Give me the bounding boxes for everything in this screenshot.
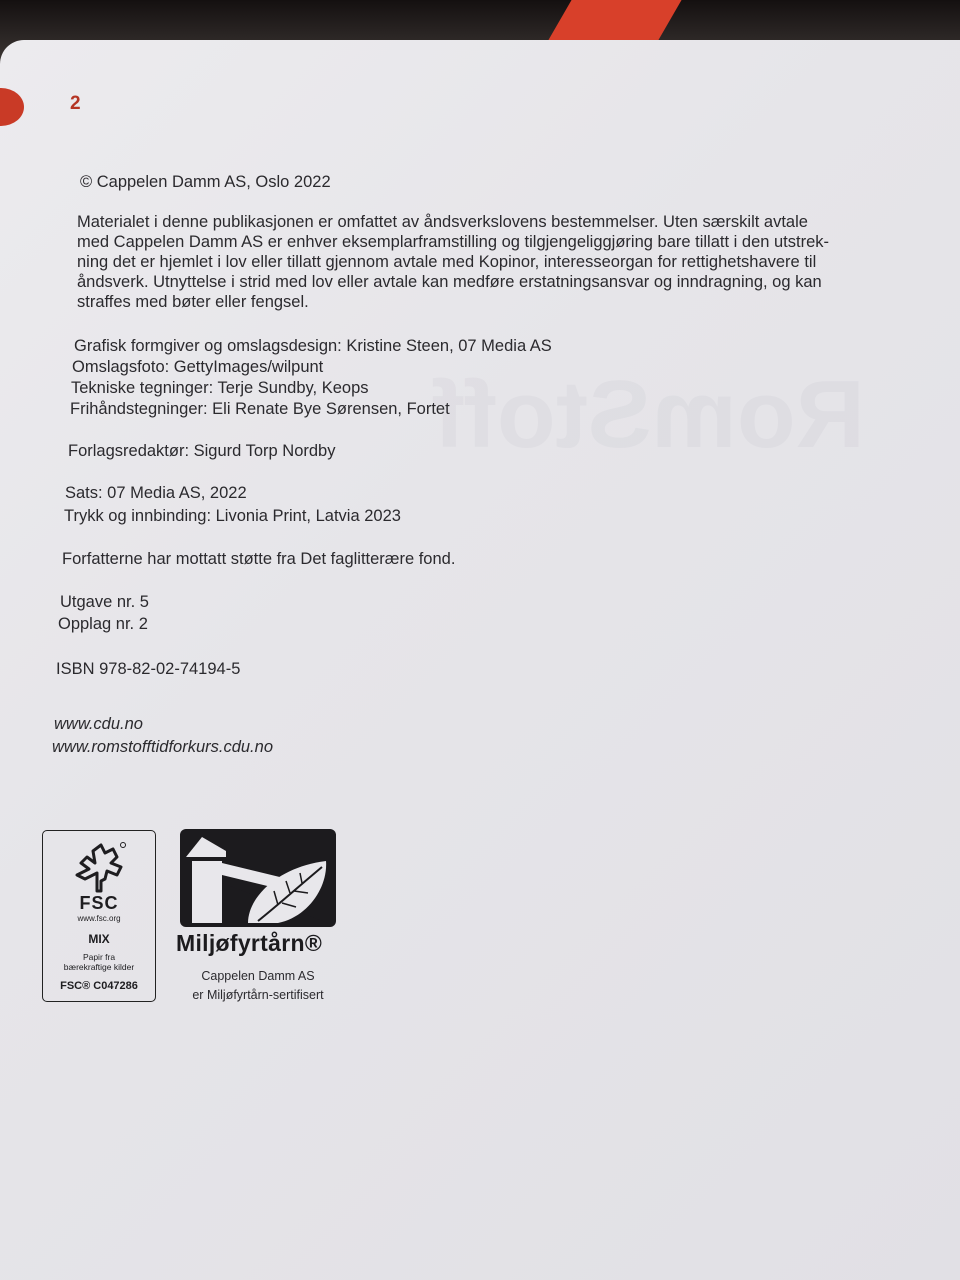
copyright-line: © Cappelen Damm AS, Oslo 2022 bbox=[80, 173, 331, 191]
editor-line: Forlagsredaktør: Sigurd Torp Nordby bbox=[68, 442, 336, 460]
fsc-brand: FSC bbox=[79, 893, 119, 913]
lighthouse-leaf-icon bbox=[178, 827, 338, 929]
page-number: 2 bbox=[70, 93, 81, 114]
book-page bbox=[0, 40, 960, 1280]
support-line: Forfatterne har mottatt støtte fra Det faglitterære fond. bbox=[62, 550, 456, 568]
link-cdu[interactable]: www.cdu.no bbox=[54, 715, 143, 733]
fsc-tree-icon bbox=[67, 839, 131, 895]
miljofyrtarn-caption-2: er Miljøfyrtårn-sertifisert bbox=[192, 988, 324, 1002]
miljofyrtarn-name: Miljøfyrtårn® bbox=[176, 930, 323, 956]
legal-paragraph: Materialet i denne publikasjonen er omfattet av åndsverkslovens bestemmelser. Uten særskilt avtale med Cappelen Damm AS er enhver eksemplarframstilling og tilgjengeliggjøring bare tillatt i den utstrek- ning det er hjemlet i lov eller tillatt gjennom avtale med Kopinor, interesseorgan for rettighetshavere til åndsverk. Utnyttelse i strid med lov eller avtale kan medføre erstatningsansvar og inndragning, og kan straffes med bøter eller fengsel. bbox=[77, 213, 830, 311]
fsc-description: Papir fra bærekraftige kilder bbox=[63, 952, 135, 972]
printing-line: Trykk og innbinding: Livonia Print, Latvia 2023 bbox=[64, 507, 401, 525]
credit-freehand-drawings: Frihåndstegninger: Eli Renate Bye Sørensen, Fortet bbox=[70, 400, 450, 418]
typesetting-line: Sats: 07 Media AS, 2022 bbox=[65, 484, 247, 502]
fsc-mix: MIX bbox=[88, 932, 110, 946]
fsc-site: www.fsc.org bbox=[77, 914, 121, 923]
show-through-text: RomStoff bbox=[433, 361, 865, 468]
book-cover-edge bbox=[548, 0, 681, 40]
page-tab-marker bbox=[0, 88, 24, 126]
credit-technical-drawings: Tekniske tegninger: Terje Sundby, Keops bbox=[71, 379, 369, 397]
fsc-label bbox=[42, 830, 156, 1002]
link-romstoff[interactable]: www.romstofftidforkurs.cdu.no bbox=[52, 738, 273, 756]
credit-design: Grafisk formgiver og omslagsdesign: Kristine Steen, 07 Media AS bbox=[74, 337, 552, 355]
credit-cover-photo: Omslagsfoto: GettyImages/wilpunt bbox=[72, 358, 324, 376]
miljofyrtarn-caption-1: Cappelen Damm AS bbox=[201, 969, 315, 983]
fsc-code: FSC® C047286 bbox=[60, 980, 138, 992]
printrun-line: Opplag nr. 2 bbox=[58, 615, 148, 633]
isbn-line: ISBN 978-82-02-74194-5 bbox=[56, 660, 241, 678]
edition-line: Utgave nr. 5 bbox=[60, 593, 149, 611]
